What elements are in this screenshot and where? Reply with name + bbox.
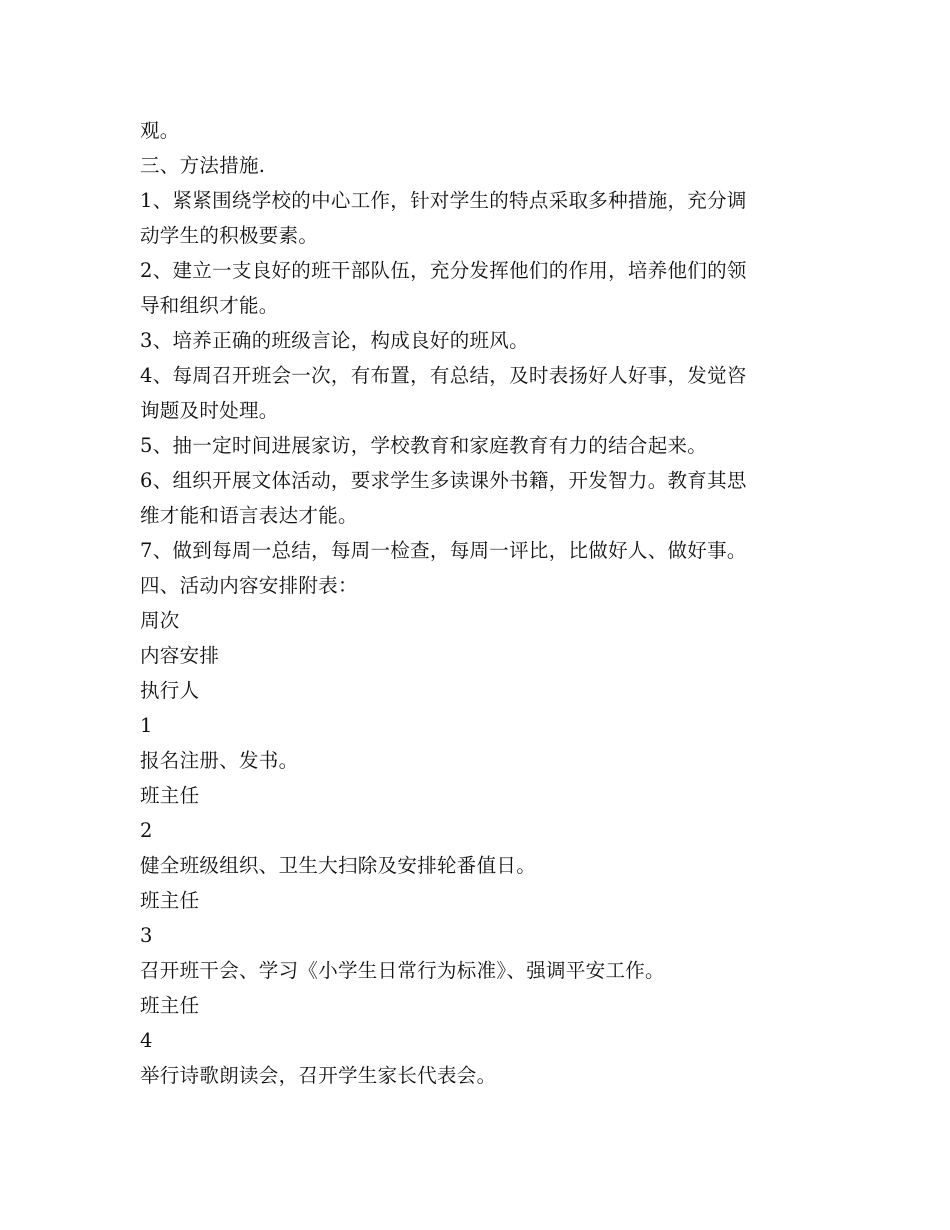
table-header-content: 内容安排: [140, 644, 220, 667]
table-cell-week: 3: [140, 924, 153, 947]
text-line: 3、培养正确的班级言论，构成良好的班风。: [140, 329, 529, 352]
table-header-executor: 执行人: [140, 679, 200, 702]
text-line: 7、做到每周一总结，每周一检查，每周一评比，比做好人、做好事。: [140, 539, 747, 562]
text-line: 1、紧紧围绕学校的中心工作，针对学生的特点采取多种措施，充分调: [140, 189, 747, 212]
table-cell-content: 召开班干会、学习《小学生日常行为标准》、强调平安工作。: [140, 959, 665, 982]
text-line: 2、建立一支良好的班干部队伍，充分发挥他们的作用，培养他们的领: [140, 259, 747, 282]
text-line: 4、每周召开班会一次，有布置，有总结，及时表扬好人好事，发觉咨: [140, 364, 747, 387]
table-cell-executor: 班主任: [140, 994, 200, 1017]
text-line: 维才能和语言表达才能。: [140, 504, 358, 527]
text-line: 动学生的积极要素。: [140, 224, 319, 247]
text-line: 观。: [140, 119, 180, 142]
text-line: 6、组织开展文体活动，要求学生多读课外书籍，开发智力。教育其思: [140, 469, 747, 492]
text-line: 导和组织才能。: [140, 294, 279, 317]
section-heading-methods: 三、方法措施.: [140, 154, 266, 177]
table-header-week: 周次: [140, 609, 180, 632]
table-cell-content: 举行诗歌朗读会，召开学生家长代表会。: [140, 1064, 497, 1087]
text-line: 询题及时处理。: [140, 399, 279, 422]
text-line: 5、抽一定时间进展家访，学校教育和家庭教育有力的结合起来。: [140, 434, 708, 457]
table-cell-executor: 班主任: [140, 889, 200, 912]
table-cell-executor: 班主任: [140, 784, 200, 807]
document-body: [140, 113, 820, 1093]
table-cell-week: 1: [140, 714, 153, 737]
table-cell-week: 4: [140, 1029, 153, 1052]
table-cell-content: 报名注册、发书。: [140, 749, 299, 772]
section-heading-schedule: 四、活动内容安排附表：: [140, 574, 358, 597]
table-cell-content: 健全班级组织、卫生大扫除及安排轮番值日。: [140, 854, 537, 877]
table-cell-week: 2: [140, 819, 153, 842]
